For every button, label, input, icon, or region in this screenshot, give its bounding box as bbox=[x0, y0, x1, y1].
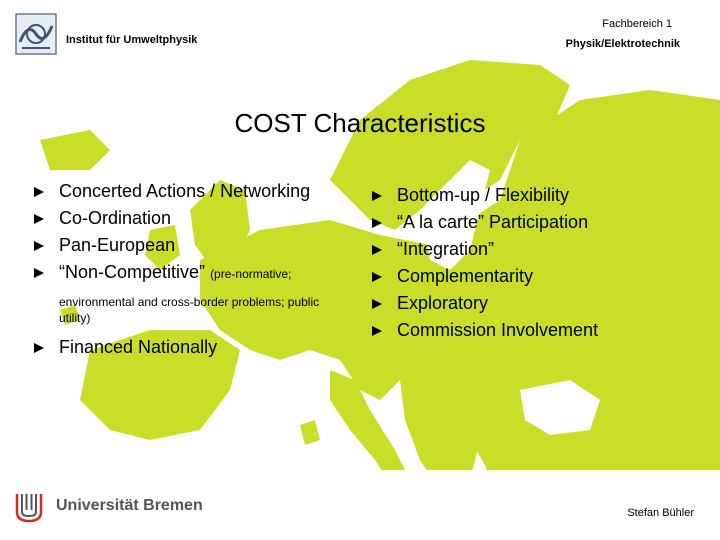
bullet-text: “Integration” bbox=[397, 239, 495, 259]
list-item bbox=[34, 232, 344, 259]
bullet-triangle-icon bbox=[372, 326, 382, 336]
bullet-text: Exploratory bbox=[397, 293, 489, 313]
bullet-triangle-icon bbox=[34, 241, 44, 251]
list-item bbox=[34, 259, 344, 288]
institute-name: Institut für Umweltphysik bbox=[66, 34, 198, 46]
university-logo bbox=[14, 490, 44, 524]
list-item bbox=[372, 317, 598, 344]
bullet-text: “Non-Competitive” bbox=[59, 262, 206, 282]
bullet-text: Co-Ordination bbox=[59, 208, 172, 228]
list-item bbox=[372, 263, 598, 290]
bullet-suffix: (pre-normative; bbox=[210, 267, 292, 281]
bullet-triangle-icon bbox=[34, 268, 44, 278]
bullet-text: Bottom-up / Flexibility bbox=[397, 185, 570, 205]
list-item bbox=[372, 182, 598, 209]
list-item bbox=[372, 209, 598, 236]
bullet-text: “A la carte” Participation bbox=[397, 212, 589, 232]
bullet-text: Concerted Actions / Networking bbox=[59, 181, 311, 201]
bullet-triangle-icon bbox=[34, 343, 44, 353]
bullet-triangle-icon bbox=[372, 272, 382, 282]
university-name: Universität Bremen bbox=[56, 497, 203, 514]
list-item bbox=[372, 290, 598, 317]
department-line-1: Fachbereich 1 bbox=[602, 18, 672, 30]
list-item bbox=[372, 236, 598, 263]
bullet-text: Pan-European bbox=[59, 235, 176, 255]
author-name: Stefan Bühler bbox=[627, 507, 694, 519]
bullet-note: environmental and cross-border problems; public utility) bbox=[59, 295, 320, 325]
slide-title: COST Characteristics bbox=[234, 108, 486, 138]
list-item bbox=[34, 178, 344, 205]
bullet-triangle-icon bbox=[34, 214, 44, 224]
right-bullet-list bbox=[372, 182, 598, 344]
bullet-text: Financed Nationally bbox=[59, 337, 218, 357]
list-item bbox=[34, 334, 344, 361]
institute-logo bbox=[14, 12, 58, 56]
bullet-text: Complementarity bbox=[397, 266, 534, 286]
bullet-text: Commission Involvement bbox=[397, 320, 599, 340]
department-line-2: Physik/Elektrotechnik bbox=[565, 38, 680, 50]
bullet-triangle-icon bbox=[372, 299, 382, 309]
bullet-triangle-icon bbox=[34, 187, 44, 197]
bullet-triangle-icon bbox=[372, 218, 382, 228]
bullet-triangle-icon bbox=[372, 245, 382, 255]
bullet-triangle-icon bbox=[372, 191, 382, 201]
list-item bbox=[34, 205, 344, 232]
left-bullet-list bbox=[34, 178, 344, 361]
